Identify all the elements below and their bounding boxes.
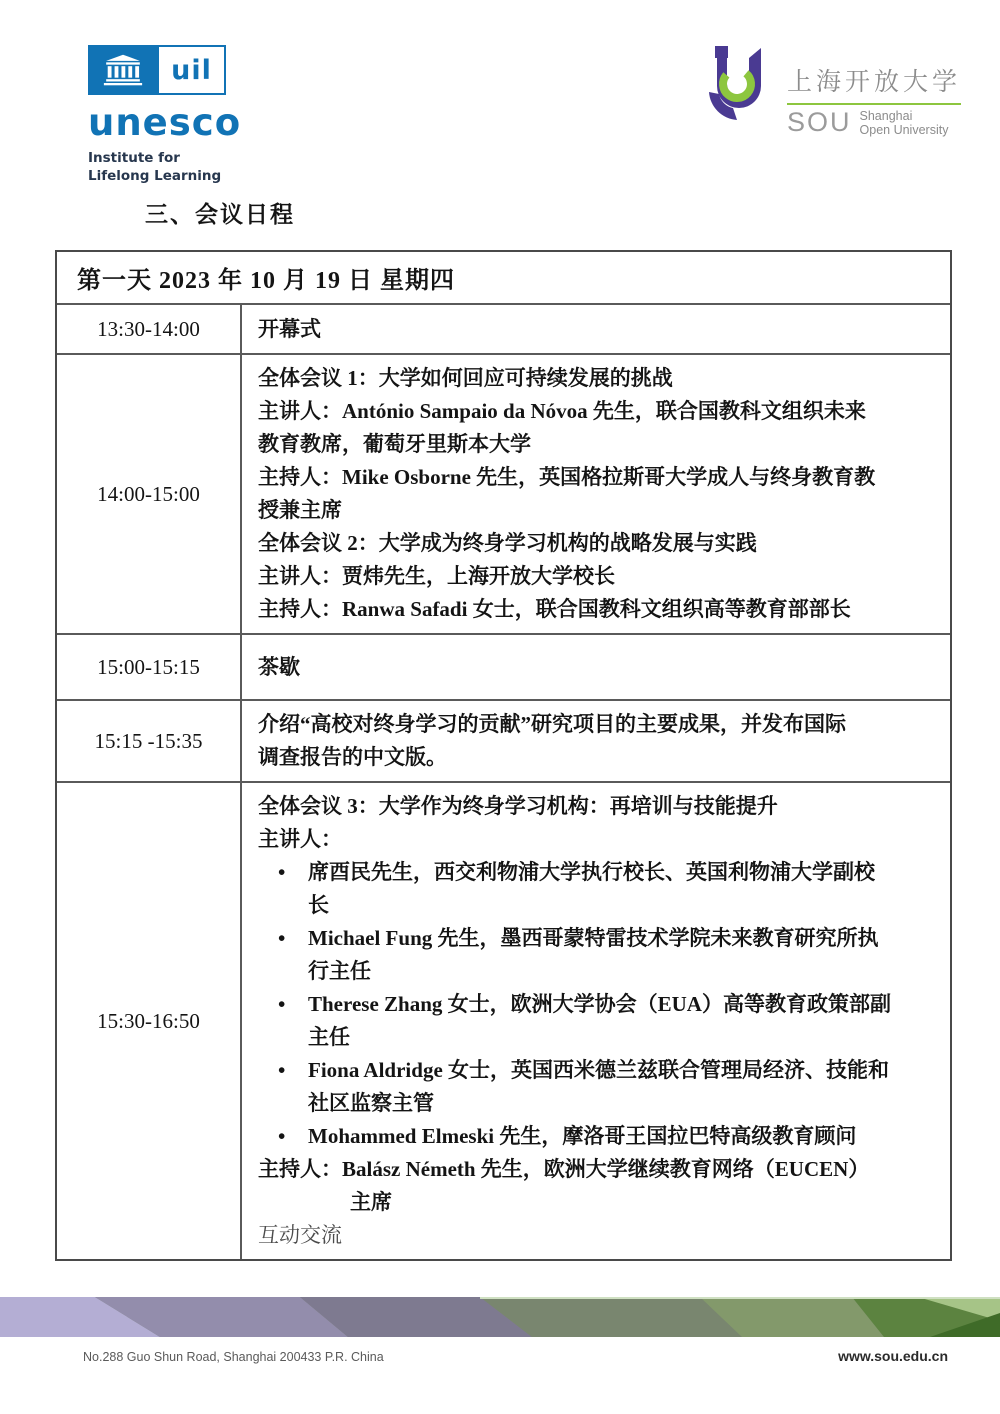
agenda-line xyxy=(258,527,936,560)
agenda-line xyxy=(258,988,936,1021)
agenda-time: 13:30-14:00 xyxy=(57,305,242,353)
sou-chinese-name: 上海开放大学 xyxy=(787,68,962,96)
agenda-line xyxy=(258,708,936,741)
sou-english-name xyxy=(860,109,949,138)
agenda-time: 14:00-15:00 xyxy=(57,355,242,633)
unesco-emblem xyxy=(88,45,318,95)
sou-logo-mark xyxy=(703,42,773,128)
agenda-line-text: 茶歇 xyxy=(258,654,300,679)
sou-green-rule xyxy=(787,103,961,105)
agenda-line xyxy=(258,741,936,774)
agenda-line-text: 授兼主席 xyxy=(258,498,342,522)
footer-banner-graphic xyxy=(0,1297,1000,1337)
agenda-time: 15:15 -15:35 xyxy=(57,701,242,781)
agenda-row xyxy=(57,303,950,353)
agenda-line-text: 教育教席，葡萄牙里斯本大学 xyxy=(258,432,531,456)
agenda-content xyxy=(242,783,950,1259)
agenda-line-text: 互动交流 xyxy=(258,1223,342,1247)
section-title: 三、会议日程 xyxy=(145,202,295,227)
agenda-line-text: Michael Fung 先生，墨西哥蒙特雷技术学院未来教育研究所执 xyxy=(308,926,879,950)
sou-abbreviation: SOU xyxy=(787,107,852,137)
agenda-line-text: 全体会议 2：大学成为终身学习机构的战略发展与实践 xyxy=(258,531,757,555)
agenda-line xyxy=(258,1087,936,1120)
unesco-wordmark: unesco xyxy=(88,101,242,144)
bullet-icon: • xyxy=(278,860,286,884)
agenda-line xyxy=(258,362,936,395)
agenda-content xyxy=(242,305,950,353)
agenda-time: 15:00-15:15 xyxy=(57,635,242,699)
agenda-line-text: 长 xyxy=(308,893,329,917)
agenda-table xyxy=(55,250,952,1261)
sou-logo xyxy=(703,42,961,138)
agenda-line xyxy=(258,823,936,856)
agenda-line xyxy=(258,790,936,823)
agenda-row xyxy=(57,781,950,1259)
bullet-icon: • xyxy=(278,1124,286,1148)
agenda-line-text: 主讲人：贾炜先生，上海开放大学校长 xyxy=(258,564,615,588)
unesco-institute-label xyxy=(88,149,318,185)
sou-english-line2: Open University xyxy=(859,123,949,138)
agenda-line-text: 开幕式 xyxy=(258,316,321,341)
agenda-line xyxy=(258,313,936,346)
agenda-line xyxy=(258,560,936,593)
sou-logo-text xyxy=(787,42,961,138)
agenda-day-header: 第一天 2023 年 10 月 19 日 星期四 xyxy=(77,268,455,294)
agenda-line xyxy=(258,461,936,494)
agenda-line xyxy=(258,1186,936,1219)
bullet-icon: • xyxy=(278,1058,286,1082)
agenda-line-text: Therese Zhang 女士，欧洲大学协会（EUA）高等教育政策部副 xyxy=(308,992,891,1016)
agenda-line xyxy=(258,856,936,889)
sou-english-line1: Shanghai xyxy=(859,109,913,123)
agenda-line-text: 主持人：Balász Németh 先生，欧洲大学继续教育网络（EUCEN） xyxy=(258,1157,870,1181)
agenda-rows xyxy=(57,303,950,1259)
agenda-line xyxy=(258,922,936,955)
agenda-line-text: 主任 xyxy=(308,1025,350,1049)
agenda-line xyxy=(258,1153,936,1186)
agenda-line-text: 主席 xyxy=(350,1190,392,1214)
agenda-line-text: Mohammed Elmeski 先生，摩洛哥王国拉巴特高级教育顾问 xyxy=(308,1124,857,1148)
bullet-icon: • xyxy=(278,992,286,1016)
agenda-line-text: Fiona Aldridge 女士，英国西米德兰兹联合管理局经济、技能和 xyxy=(308,1058,890,1082)
agenda-line xyxy=(258,593,936,626)
agenda-content xyxy=(242,355,950,633)
agenda-row xyxy=(57,699,950,781)
agenda-line xyxy=(258,1120,936,1153)
agenda-line-text: 席酉民先生，西交利物浦大学执行校长、英国利物浦大学副校 xyxy=(308,860,875,884)
agenda-line xyxy=(258,395,936,428)
footer-address: No.288 Guo Shun Road, Shanghai 200433 P.R. China xyxy=(83,1350,384,1364)
agenda-line xyxy=(258,428,936,461)
unesco-temple-icon xyxy=(88,45,157,95)
agenda-line xyxy=(258,651,936,684)
footer-website: www.sou.edu.cn xyxy=(838,1348,948,1364)
agenda-line-text: 社区监察主管 xyxy=(308,1091,434,1115)
unesco-institute-line2: Lifelong Learning xyxy=(88,168,222,185)
agenda-time: 15:30-16:50 xyxy=(57,783,242,1259)
agenda-line-text: 介绍“高校对终身学习的贡献”研究项目的主要成果，并发布国际 xyxy=(258,712,846,736)
agenda-line xyxy=(258,1054,936,1087)
agenda-line xyxy=(258,1219,936,1252)
unesco-institute-line1: Institute for xyxy=(88,150,180,166)
uil-wordmark: uil xyxy=(157,45,226,95)
agenda-line-text: 行主任 xyxy=(308,959,371,983)
agenda-line-text: 主讲人：António Sampaio da Nóvoa 先生，联合国教科文组织未来 xyxy=(258,399,866,423)
agenda-content xyxy=(242,701,950,781)
agenda-line-text: 调查报告的中文版。 xyxy=(258,745,447,769)
agenda-content xyxy=(242,635,950,699)
agenda-line-text: 全体会议 1：大学如何回应可持续发展的挑战 xyxy=(258,366,673,390)
agenda-line xyxy=(258,889,936,922)
unesco-uil-logo xyxy=(88,45,318,185)
agenda-line-text: 主持人：Ranwa Safadi 女士，联合国教科文组织高等教育部部长 xyxy=(258,597,851,621)
agenda-line xyxy=(258,955,936,988)
bullet-icon: • xyxy=(278,926,286,950)
agenda-row xyxy=(57,353,950,633)
agenda-row xyxy=(57,633,950,699)
agenda-line xyxy=(258,1021,936,1054)
footer xyxy=(0,1348,1000,1368)
agenda-line xyxy=(258,494,936,527)
agenda-line-text: 主持人：Mike Osborne 先生，英国格拉斯哥大学成人与终身教育教 xyxy=(258,465,876,489)
agenda-line-text: 主讲人： xyxy=(258,827,342,851)
agenda-line-text: 全体会议 3：大学作为终身学习机构：再培训与技能提升 xyxy=(258,794,778,818)
